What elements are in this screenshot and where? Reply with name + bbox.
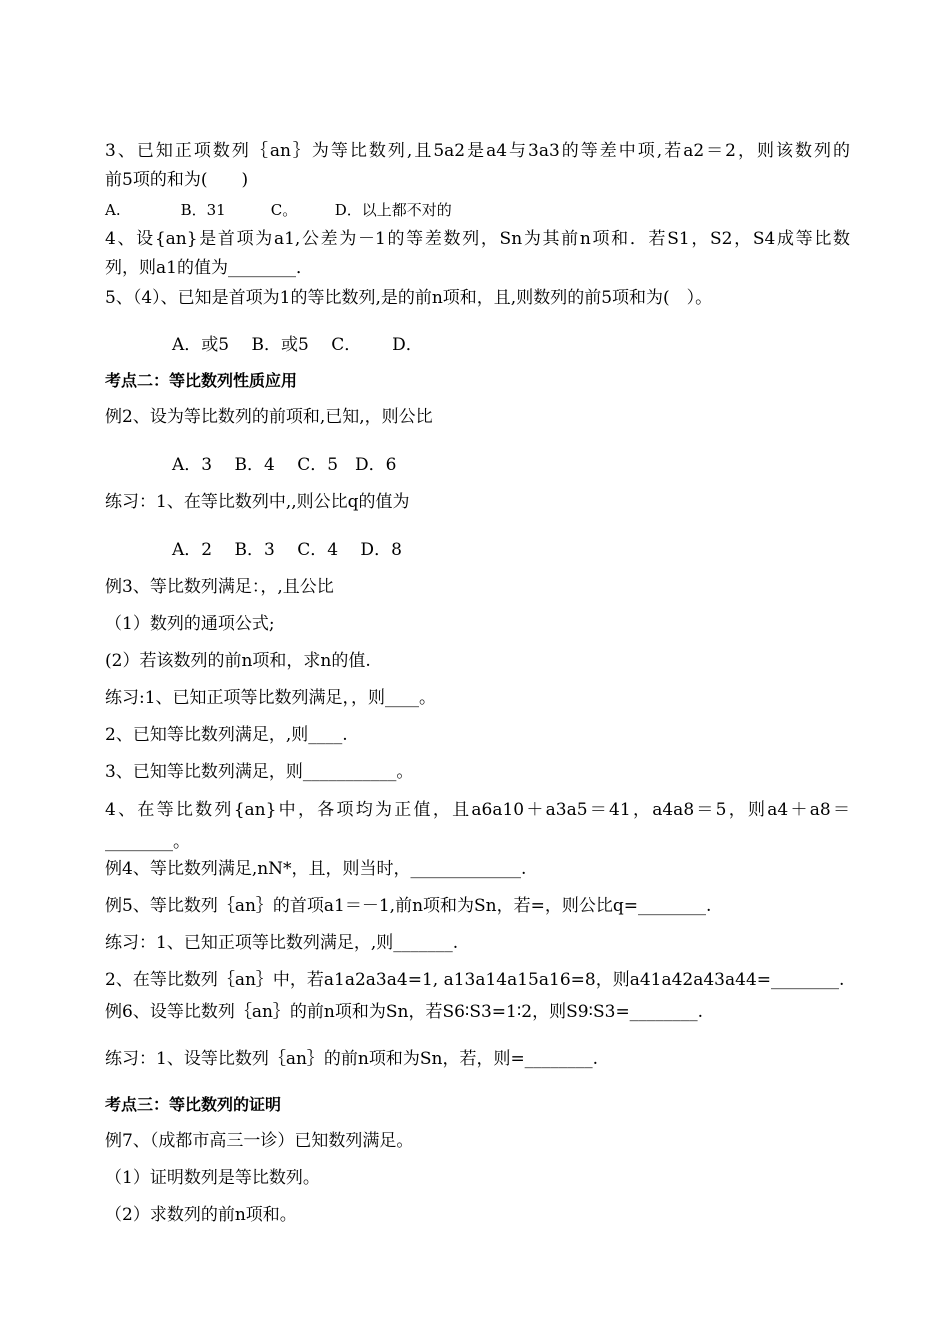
practice-2b-line: 2、已知等比数列满足，,则____. — [105, 725, 348, 745]
practice-2-line: 练习:1、已知正项等比数列满足，，则____。 — [105, 688, 437, 708]
section-3-heading: 考点三：等比数列的证明 — [105, 1095, 282, 1114]
example-7-line: 例7、（成都市高三一诊）已知数列满足。 — [105, 1131, 414, 1151]
example-2-options: A．3 B．4 C．5 D．6 — [172, 455, 397, 475]
example-3-line: 例3、等比数列满足：，,且公比 — [105, 577, 334, 597]
example-2-line: 例2、设为等比数列的前项和,已知,，则公比 — [105, 407, 433, 427]
problem-3-options: A. B．31 C。 D．以上都不对的 — [105, 201, 452, 219]
practice-3-line: 练习：1、已知正项等比数列满足，,则_______. — [105, 933, 459, 953]
example-5-line: 例5、等比数列｛an｝的首项a1＝－1,前n项和为Sn，若=，则公比q=________. — [105, 896, 712, 916]
section-2-heading: 考点二：等比数列性质应用 — [105, 371, 298, 390]
example-4-line: 例4、等比数列满足,nN*，且，则当时，_____________. — [105, 859, 527, 879]
example-7-part-2: （2）求数列的前n项和。 — [105, 1205, 297, 1225]
problem-3-line-1: 3、已知正项数列｛an｝为等比数列,且5a2是a4与3a3的等差中项,若a2＝2，则该数列的 — [105, 141, 850, 161]
practice-2d-line-1: 4、在等比数列{an}中，各项均为正值，且a6a10＋a3a5＝41，a4a8＝5，则a4＋a8＝ — [105, 800, 850, 820]
practice-1-line: 练习：1、在等比数列中,,则公比q的值为 — [105, 492, 410, 512]
example-3-part-2: (2）若该数列的前n项和，求n的值. — [105, 651, 371, 671]
practice-4-line: 练习：1、设等比数列｛an｝的前n项和为Sn，若，则=________. — [105, 1049, 599, 1069]
example-7-part-1: （1）证明数列是等比数列。 — [105, 1168, 320, 1188]
problem-3-line-2: 前5项的和为( ) — [105, 170, 249, 190]
practice-1-options: A．2 B．3 C．4 D．8 — [172, 540, 402, 560]
practice-2d-line-2: ________。 — [105, 832, 190, 852]
practice-2c-line: 3、已知等比数列满足，则___________。 — [105, 762, 414, 782]
example-6-line: 例6、设等比数列｛an｝的前n项和为Sn，若S6∶S3=1∶2，则S9∶S3=________. — [105, 1002, 704, 1022]
practice-3b-line: 2、在等比数列｛an｝中，若a1a2a3a4=1, a13a14a15a16=8，则a41a42a43a44=________. — [105, 970, 845, 990]
problem-4-line-2: 列，则a1的值为________． — [105, 258, 313, 278]
problem-5-options: A．或5 B．或5 C． D． — [172, 335, 423, 355]
problem-4-line-1: 4、设{an}是首项为a1,公差为－1的等差数列，Sn为其前n项和．若S1，S2，S4成等比数 — [105, 229, 850, 249]
problem-5-line: 5、（4）、已知是首项为1的等比数列,是的前n项和，且,则数列的前5项和为( ）。 — [105, 288, 713, 308]
example-3-part-1: （1）数列的通项公式; — [105, 614, 275, 634]
